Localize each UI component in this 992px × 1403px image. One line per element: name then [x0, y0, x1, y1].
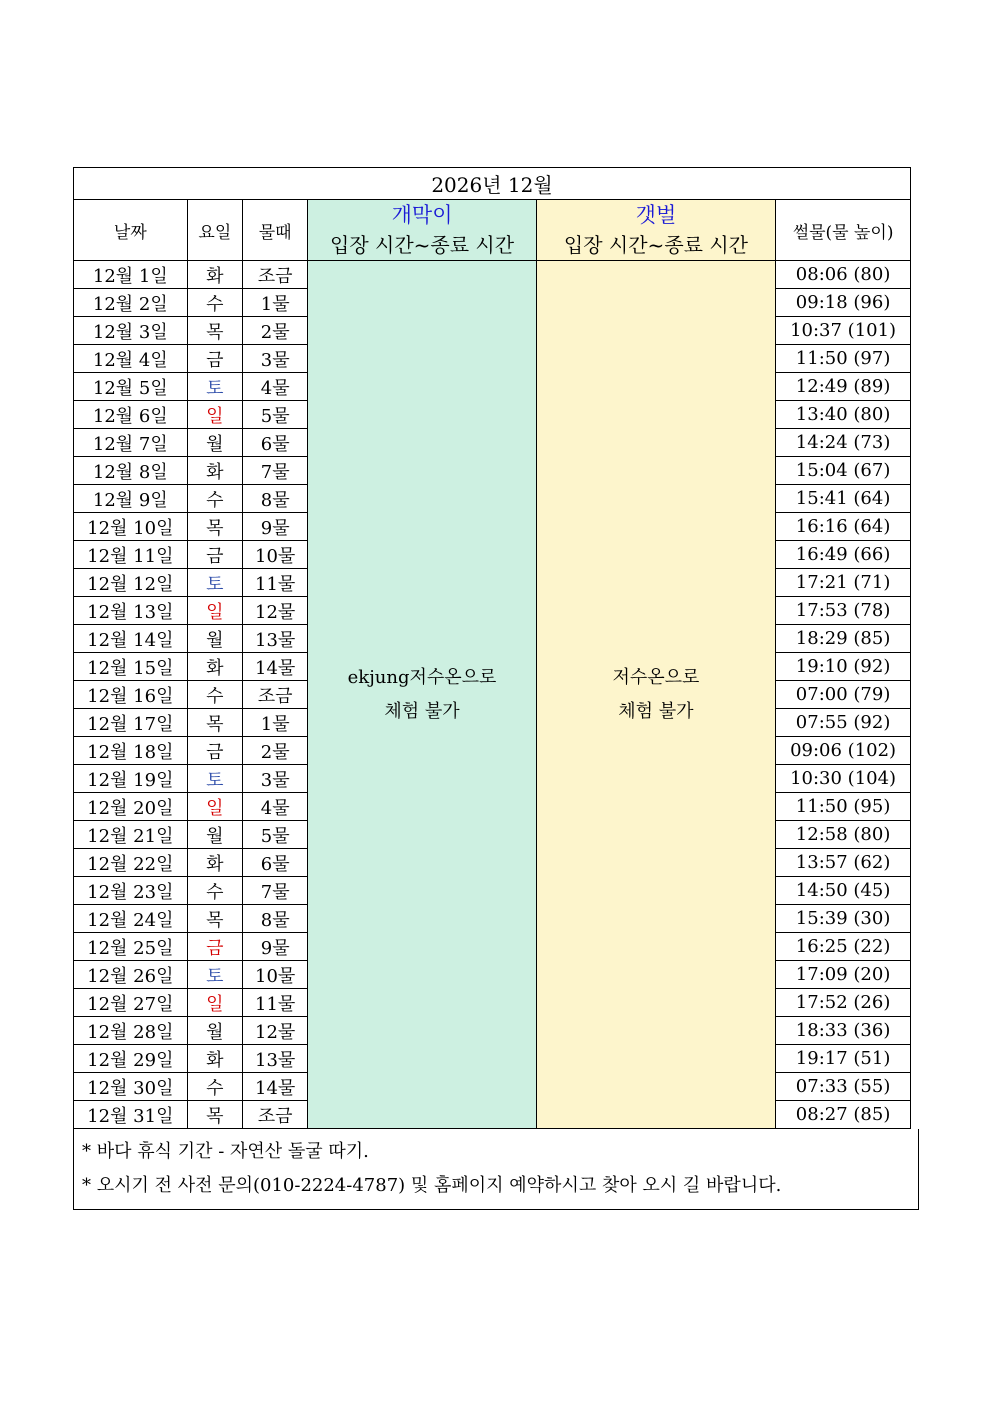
header-tide: 물때: [243, 200, 308, 261]
day-of-week-cell: 화: [187, 457, 242, 485]
date-cell: 12월 14일: [74, 625, 188, 653]
ebb-tide-cell: 13:57 (62): [776, 849, 911, 877]
date-cell: 12월 6일: [74, 401, 188, 429]
tide-phase-cell: 14물: [243, 653, 308, 681]
day-of-week-cell: 수: [187, 877, 242, 905]
tide-phase-cell: 11물: [243, 569, 308, 597]
tide-phase-cell: 8물: [243, 485, 308, 513]
tide-phase-cell: 조금: [243, 1101, 308, 1129]
tide-phase-cell: 1물: [243, 289, 308, 317]
day-of-week-cell: 목: [187, 317, 242, 345]
date-cell: 12월 16일: [74, 681, 188, 709]
date-cell: 12월 4일: [74, 345, 188, 373]
gaemagi-notice-line1: ekjung저수온으로: [347, 666, 497, 688]
ebb-tide-cell: 15:39 (30): [776, 905, 911, 933]
day-of-week-cell: 수: [187, 1073, 242, 1101]
date-cell: 12월 10일: [74, 513, 188, 541]
day-of-week-cell: 토: [187, 961, 242, 989]
tide-phase-cell: 14물: [243, 1073, 308, 1101]
ebb-tide-cell: 11:50 (97): [776, 345, 911, 373]
ebb-tide-cell: 16:49 (66): [776, 541, 911, 569]
notes-section: [73, 1129, 919, 1210]
day-of-week-cell: 일: [187, 597, 242, 625]
date-cell: 12월 8일: [74, 457, 188, 485]
date-cell: 12월 28일: [74, 1017, 188, 1045]
tide-phase-cell: 6물: [243, 429, 308, 457]
day-of-week-cell: 금: [187, 345, 242, 373]
day-of-week-cell: 월: [187, 625, 242, 653]
ebb-tide-cell: 19:17 (51): [776, 1045, 911, 1073]
gyetbeol-notice-cell: [536, 261, 775, 1129]
date-cell: 12월 1일: [74, 261, 188, 289]
date-cell: 12월 22일: [74, 849, 188, 877]
day-of-week-cell: 수: [187, 289, 242, 317]
gyetbeol-time-label: 입장 시간~종료 시간: [563, 233, 748, 257]
gaemagi-time-label: 입장 시간~종료 시간: [330, 233, 515, 257]
header-date: 날짜: [74, 200, 188, 261]
date-cell: 12월 29일: [74, 1045, 188, 1073]
date-cell: 12월 18일: [74, 737, 188, 765]
day-of-week-cell: 목: [187, 1101, 242, 1129]
gaemagi-notice-line2: 체험 불가: [384, 700, 460, 722]
date-cell: 12월 7일: [74, 429, 188, 457]
date-cell: 12월 24일: [74, 905, 188, 933]
tide-phase-cell: 2물: [243, 737, 308, 765]
header-gyetbeol: [536, 200, 775, 261]
date-cell: 12월 26일: [74, 961, 188, 989]
tide-phase-cell: 7물: [243, 877, 308, 905]
ebb-tide-cell: 09:06 (102): [776, 737, 911, 765]
header-high-tide: 썰물(물 높이): [776, 200, 911, 261]
day-of-week-cell: 금: [187, 737, 242, 765]
ebb-tide-cell: 17:53 (78): [776, 597, 911, 625]
tide-phase-cell: 9물: [243, 513, 308, 541]
ebb-tide-cell: 18:33 (36): [776, 1017, 911, 1045]
tide-phase-cell: 10물: [243, 961, 308, 989]
tide-phase-cell: 3물: [243, 345, 308, 373]
tide-phase-cell: 조금: [243, 261, 308, 289]
day-of-week-cell: 화: [187, 849, 242, 877]
ebb-tide-cell: 08:06 (80): [776, 261, 911, 289]
date-cell: 12월 31일: [74, 1101, 188, 1129]
date-cell: 12월 9일: [74, 485, 188, 513]
tide-phase-cell: 1물: [243, 709, 308, 737]
tide-phase-cell: 2물: [243, 317, 308, 345]
ebb-tide-cell: 16:16 (64): [776, 513, 911, 541]
ebb-tide-cell: 07:55 (92): [776, 709, 911, 737]
day-of-week-cell: 일: [187, 401, 242, 429]
day-of-week-cell: 목: [187, 905, 242, 933]
ebb-tide-cell: 17:52 (26): [776, 989, 911, 1017]
date-cell: 12월 25일: [74, 933, 188, 961]
day-of-week-cell: 일: [187, 793, 242, 821]
tide-phase-cell: 6물: [243, 849, 308, 877]
date-cell: 12월 15일: [74, 653, 188, 681]
date-cell: 12월 21일: [74, 821, 188, 849]
tide-phase-cell: 12물: [243, 1017, 308, 1045]
date-cell: 12월 2일: [74, 289, 188, 317]
date-cell: 12월 19일: [74, 765, 188, 793]
day-of-week-cell: 토: [187, 373, 242, 401]
note-reservation: * 오시기 전 사전 문의(010-2224-4787) 및 홈페이지 예약하시고 찾아 오시 길 바랍니다.: [82, 1175, 782, 1196]
tide-phase-cell: 3물: [243, 765, 308, 793]
date-cell: 12월 3일: [74, 317, 188, 345]
day-of-week-cell: 월: [187, 429, 242, 457]
date-cell: 12월 11일: [74, 541, 188, 569]
day-of-week-cell: 토: [187, 765, 242, 793]
tide-phase-cell: 10물: [243, 541, 308, 569]
ebb-tide-cell: 19:10 (92): [776, 653, 911, 681]
tide-phase-cell: 조금: [243, 681, 308, 709]
tide-phase-cell: 4물: [243, 373, 308, 401]
tide-phase-cell: 7물: [243, 457, 308, 485]
date-cell: 12월 27일: [74, 989, 188, 1017]
date-cell: 12월 23일: [74, 877, 188, 905]
ebb-tide-cell: 08:27 (85): [776, 1101, 911, 1129]
gyetbeol-notice-line2: 체험 불가: [618, 700, 694, 722]
gaemagi-notice-cell: [308, 261, 536, 1129]
day-of-week-cell: 목: [187, 709, 242, 737]
ebb-tide-cell: 07:00 (79): [776, 681, 911, 709]
date-cell: 12월 20일: [74, 793, 188, 821]
table-row: [74, 261, 911, 289]
date-cell: 12월 5일: [74, 373, 188, 401]
day-of-week-cell: 화: [187, 653, 242, 681]
ebb-tide-cell: 07:33 (55): [776, 1073, 911, 1101]
header-dow: 요일: [187, 200, 242, 261]
table-title: 2026년 12월: [74, 168, 911, 200]
tide-phase-cell: 4물: [243, 793, 308, 821]
day-of-week-cell: 금: [187, 933, 242, 961]
gaemagi-title: 개막이: [391, 203, 453, 227]
tide-phase-cell: 5물: [243, 401, 308, 429]
day-of-week-cell: 수: [187, 485, 242, 513]
ebb-tide-cell: 16:25 (22): [776, 933, 911, 961]
ebb-tide-cell: 15:41 (64): [776, 485, 911, 513]
day-of-week-cell: 화: [187, 1045, 242, 1073]
tide-phase-cell: 13물: [243, 625, 308, 653]
day-of-week-cell: 수: [187, 681, 242, 709]
day-of-week-cell: 일: [187, 989, 242, 1017]
ebb-tide-cell: 17:09 (20): [776, 961, 911, 989]
ebb-tide-cell: 12:49 (89): [776, 373, 911, 401]
ebb-tide-cell: 17:21 (71): [776, 569, 911, 597]
date-cell: 12월 17일: [74, 709, 188, 737]
ebb-tide-cell: 09:18 (96): [776, 289, 911, 317]
date-cell: 12월 13일: [74, 597, 188, 625]
ebb-tide-cell: 13:40 (80): [776, 401, 911, 429]
day-of-week-cell: 목: [187, 513, 242, 541]
day-of-week-cell: 금: [187, 541, 242, 569]
day-of-week-cell: 월: [187, 821, 242, 849]
ebb-tide-cell: 18:29 (85): [776, 625, 911, 653]
note-rest-period: * 바다 휴식 기간 - 자연산 돌굴 따기.: [82, 1141, 369, 1162]
day-of-week-cell: 토: [187, 569, 242, 597]
schedule-rows: [74, 261, 911, 1129]
ebb-tide-cell: 14:24 (73): [776, 429, 911, 457]
tide-phase-cell: 8물: [243, 905, 308, 933]
ebb-tide-cell: 10:30 (104): [776, 765, 911, 793]
ebb-tide-cell: 11:50 (95): [776, 793, 911, 821]
ebb-tide-cell: 14:50 (45): [776, 877, 911, 905]
gyetbeol-title: 갯벌: [635, 203, 677, 227]
tide-phase-cell: 5물: [243, 821, 308, 849]
tide-phase-cell: 13물: [243, 1045, 308, 1073]
date-cell: 12월 30일: [74, 1073, 188, 1101]
date-cell: 12월 12일: [74, 569, 188, 597]
tide-schedule-document: [73, 167, 911, 1210]
gyetbeol-notice-line1: 저수온으로: [612, 666, 700, 688]
tide-phase-cell: 11물: [243, 989, 308, 1017]
tide-phase-cell: 9물: [243, 933, 308, 961]
ebb-tide-cell: 15:04 (67): [776, 457, 911, 485]
ebb-tide-cell: 10:37 (101): [776, 317, 911, 345]
tide-schedule-table: [73, 167, 911, 1129]
day-of-week-cell: 월: [187, 1017, 242, 1045]
header-gaemagi: [308, 200, 536, 261]
ebb-tide-cell: 12:58 (80): [776, 821, 911, 849]
tide-phase-cell: 12물: [243, 597, 308, 625]
day-of-week-cell: 화: [187, 261, 242, 289]
